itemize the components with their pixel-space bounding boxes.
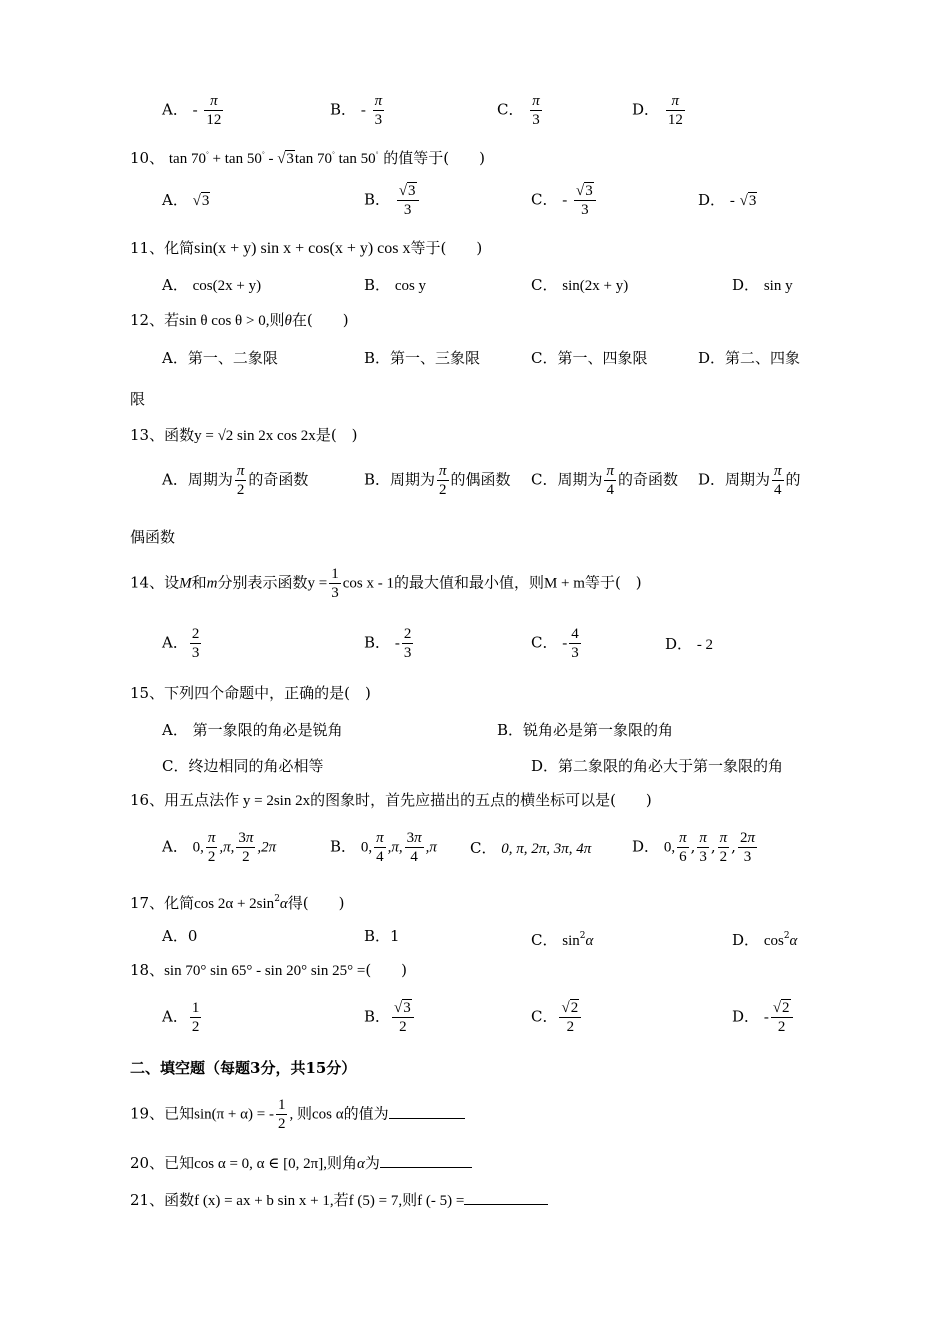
q12-option-b: B．第一、三象限 (364, 349, 481, 367)
q15-option-d: D．第二象限的角必大于第一象限的角 (531, 757, 784, 775)
q19-stem: 19、已知sin(π + α) = - $\frac{1}{2}$ , 则cos α的值为 (130, 1096, 465, 1133)
q16-stem: 16、用五点法作 y = 2sin 2x的图象时，首先应描出的五点的横坐标可以是( ) (130, 791, 652, 809)
q10-option-d: D． - √3 (698, 191, 757, 209)
q13-option-b: B．周期为 $\frac{\pi}{2}$ 的偶函数 (364, 463, 511, 498)
q9-option-d: D． $\frac{\pi}{12}$ (632, 93, 683, 128)
q12-wrap: 限 (130, 390, 146, 408)
q10-option-b: B． $\frac{√3}{3}$ (364, 182, 421, 219)
q17-option-b: B．1 (364, 927, 400, 945)
q13-option-d: D．周期为 $\frac{\pi}{4}$ 的 (698, 463, 801, 498)
q13-option-c: C．周期为 $\frac{\pi}{4}$ 的奇函数 (531, 463, 679, 498)
q20-answer-blank[interactable] (380, 1153, 472, 1168)
q14-option-a: A． $\frac{2}{3}$ (162, 626, 200, 661)
q12-option-d: D．第二、四象 (698, 349, 801, 367)
q10-option-a: A． √3 (162, 191, 210, 209)
q12-option-c: C．第一、四象限 (531, 349, 648, 367)
q11-option-d: D． sin y (732, 276, 793, 294)
q15-option-a: A． 第一象限的角必是锐角 (162, 721, 343, 739)
q18-option-a: A． $\frac{1}{2}$ (162, 1000, 200, 1035)
q11-stem: 11、化简sin(x + y) sin x + cos(x + y) cos x等于( ) (130, 239, 483, 257)
q9-option-b: B． - $\frac{\pi}{3}$ (330, 93, 383, 128)
q21-answer-blank[interactable] (464, 1190, 548, 1205)
q17-option-d: D． $\cos^2\alpha$ (732, 931, 798, 949)
q19-answer-blank[interactable] (389, 1104, 465, 1119)
q11-option-b: B． cos y (364, 276, 427, 294)
q11-option-a: A． cos(2x + y) (162, 276, 262, 294)
q14-stem: 14、设M和m分别表示函数y = $\frac{1}{3}$ cos x - 1的最大值和最小值，则M + m等于( ) (130, 566, 642, 601)
q14-option-c: C． - $\frac{4}{3}$ (531, 626, 579, 661)
q21-stem: 21、函数f (x) = ax + b sin x + 1,若f (5) = 7,则f (- 5) = (130, 1190, 548, 1211)
q18-stem: 18、sin 70° sin 65° - sin 20° sin 25° =( ) (130, 961, 408, 979)
q15-option-c: C．终边相同的角必相等 (162, 757, 324, 775)
q9-option-c: C． $\frac{\pi}{3}$ (497, 93, 540, 128)
q17-option-c: C． $\sin^2\alpha$ (531, 931, 594, 949)
q13-wrap: 偶函数 (130, 528, 176, 546)
q11-option-c: C． sin(2x + y) (531, 276, 629, 294)
q13-option-a: A．周期为 $\frac{\pi}{2}$ 的奇函数 (162, 463, 309, 498)
q10-stem: 10、 tan 70◦ + tan 50◦ - √3tan 70◦ tan 50◦ 的值等于( ) (130, 148, 486, 167)
q20-stem: 20、已知cos α = 0, α ∈ [0, 2π],则角α为 (130, 1153, 472, 1174)
q15-stem: 15、下列四个命题中，正确的是( ) (130, 684, 371, 702)
q16-option-a: A． 0, $\frac{\pi}{2}$ ,π, $\frac{3\pi}{2}$ ,2π (162, 830, 277, 865)
q12-stem: 12、若sin θ cos θ > 0,则θ在( ) (130, 311, 349, 329)
q12-option-a: A．第一、二象限 (162, 349, 278, 367)
q9-option-a: A． - $\frac{\pi}{12}$ (162, 93, 222, 128)
q17-stem: 17、化简$\cos 2\alpha + 2\sin^2\alpha$得( ) (130, 894, 345, 912)
q18-option-c: C． $\frac{√2}{2}$ (531, 999, 583, 1036)
q18-option-d: D． - $\frac{√2}{2}$ (732, 999, 795, 1036)
q16-option-c: C． 0, π, 2π, 3π, 4π (470, 839, 592, 857)
q14-option-b: B． - $\frac{2}{3}$ (364, 626, 412, 661)
q16-option-d: D． 0, $\frac{\pi}{6}$ , $\frac{\pi}{3}$ , $\frac{\pi}{2}$ , $\frac{2\pi}{3}$ (632, 830, 755, 865)
q16-option-b: B． 0, $\frac{\pi}{4}$ ,π, $\frac{3\pi}{4}$ ,π (330, 830, 437, 865)
q18-option-b: B． $\frac{√3}{2}$ (364, 999, 416, 1036)
q10-option-c: C． - $\frac{√3}{3}$ (531, 182, 598, 219)
q15-option-b: B．锐角必是第一象限的角 (497, 721, 674, 739)
q17-option-a: A．0 (162, 927, 198, 945)
q14-option-d: D． - 2 (665, 635, 714, 653)
section-title: 二、填空题（每题3分，共15分） (130, 1059, 357, 1077)
q13-stem: 13、函数y = √2 sin 2x cos 2x是( ) (130, 426, 358, 444)
